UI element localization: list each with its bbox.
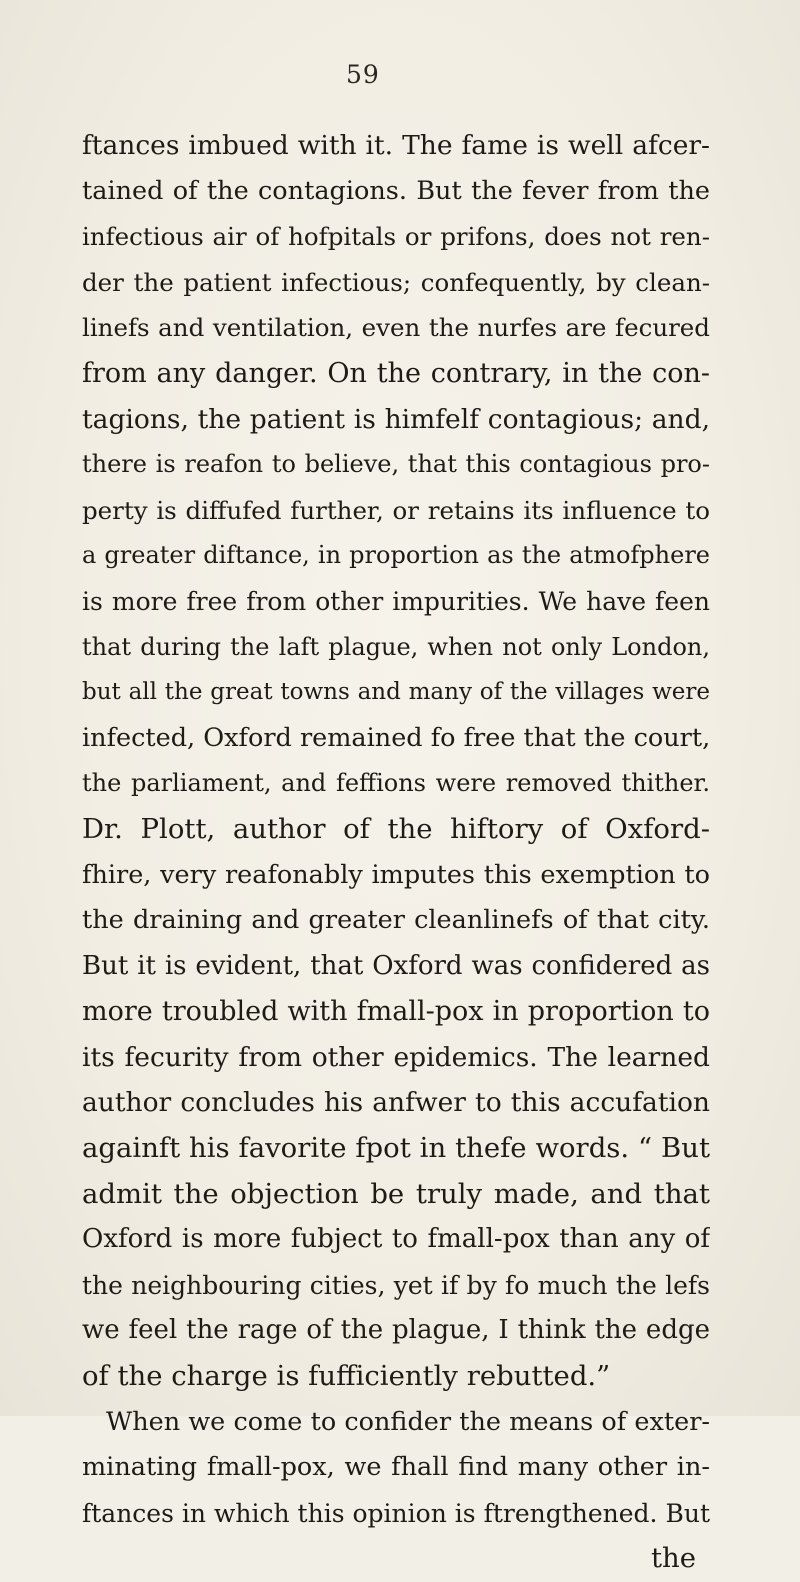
text-line: the parliament, and feffions were removed thither. — [82, 769, 710, 798]
text-line: When we come to confider the means of exter- — [106, 1406, 710, 1437]
text-line: perty is diffufed further, or retains its influence to — [82, 495, 710, 525]
text-line: infectious air of hofpitals or prifons, does not ren- — [82, 222, 710, 252]
text-line: tained of the contagions. But the fever from the — [82, 175, 710, 206]
text-line: is more free from other impurities. We have feen — [82, 586, 710, 616]
text-line: linefs and ventilation, even the nurfes are fecured — [82, 313, 710, 343]
text-line: a greater diftance, in proportion as the atmofphere — [82, 541, 710, 570]
text-line: more troubled with fmall-pox in proportion to — [82, 996, 710, 1028]
text-line: we feel the rage of the plague, I think the edge — [82, 1315, 710, 1346]
text-line: ftances in which this opinion is ftrengthened. But — [82, 1498, 710, 1528]
text-line: But it is evident, that Oxford was confidered as — [82, 950, 710, 981]
text-line: but all the great towns and many of the villages were — [82, 679, 710, 706]
text-line: tagions, the patient is himfelf contagious; and, — [82, 403, 710, 435]
text-line: Oxford is more fubject to fmall-pox than any of — [82, 1224, 710, 1255]
page-number: 59 — [346, 60, 380, 89]
text-line: againft his favorite fpot in thefe words. “ But — [82, 1132, 710, 1165]
catchword: the — [650, 1542, 696, 1575]
text-line: Dr. Plott, author of the hiftory of Oxford- — [82, 812, 710, 845]
text-line: infected, Oxford remained fo free that the court, — [82, 722, 710, 753]
text-line: its fecurity from other epidemics. The learned — [82, 1041, 710, 1073]
text-line: minating fmall-pox, we fhall find many other in- — [82, 1452, 710, 1483]
text-line: ftances imbued with it. The fame is well afcer- — [82, 130, 710, 161]
text-line: from any danger. On the contrary, in the con- — [82, 357, 710, 389]
text-line: the draining and greater cleanlinefs of that city. — [82, 905, 710, 936]
text-line: that during the laft plague, when not only London, — [82, 632, 710, 661]
text-line: of the charge is fufficiently rebutted.” — [82, 1360, 611, 1393]
body-text — [82, 123, 710, 1582]
text-line: there is reafon to believe, that this contagious pro- — [82, 450, 710, 479]
text-line: fhire, very reafonably imputes this exemption to — [82, 859, 710, 890]
text-line: the neighbouring cities, yet if by fo much the lefs — [82, 1270, 710, 1300]
text-line: admit the objection be truly made, and that — [82, 1177, 710, 1210]
text-line: author concludes his anfwer to this accufation — [82, 1087, 710, 1119]
text-line: der the patient infectious; confequently, by clean- — [82, 267, 710, 297]
